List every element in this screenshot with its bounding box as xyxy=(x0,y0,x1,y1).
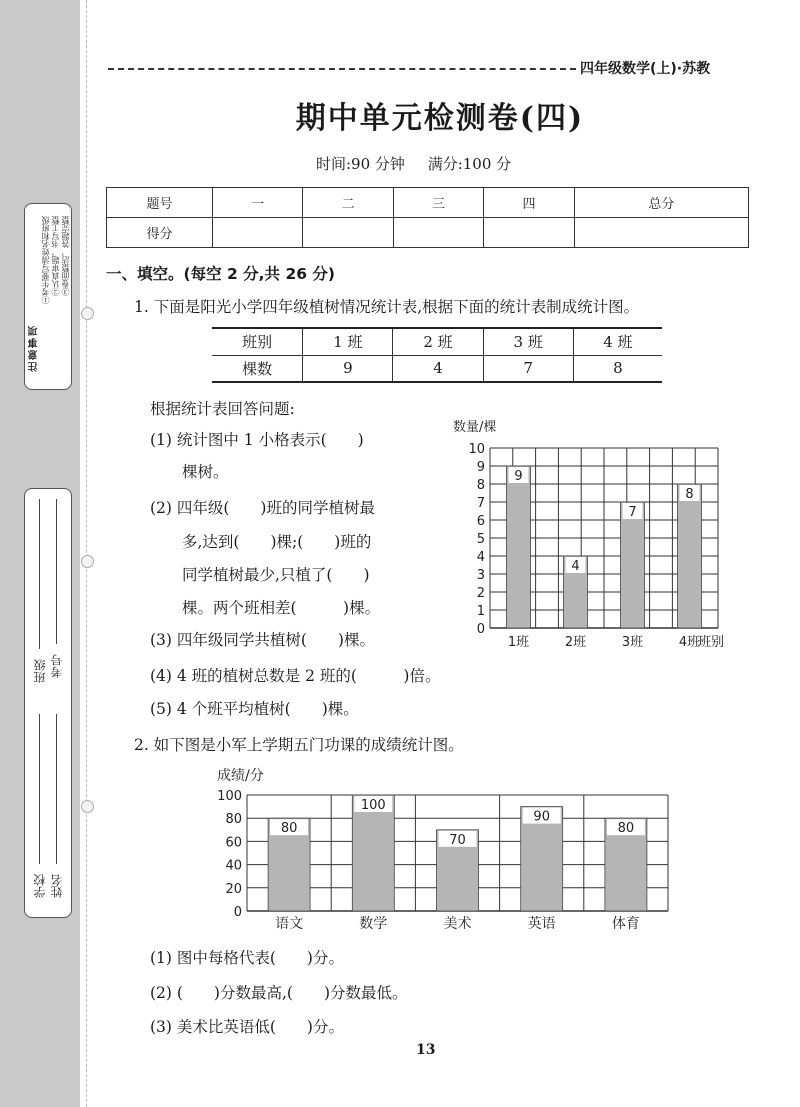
x-tick-label: 英语 xyxy=(527,916,556,932)
question-1-sub1b: 棵树。 xyxy=(182,463,229,481)
bar-value-label: 4 xyxy=(571,559,580,574)
punch-hole-icon xyxy=(81,800,94,813)
class-fill-line[interactable] xyxy=(39,499,40,649)
x-tick-label: 3班 xyxy=(621,635,644,650)
bar xyxy=(678,484,702,628)
notice-label: 注意事项 xyxy=(29,324,40,372)
y-tick-label: 5 xyxy=(476,532,485,547)
notice-line-1: ①考生要写清姓名和班级 xyxy=(41,216,50,304)
y-tick-label: 4 xyxy=(476,550,485,565)
score-input-cell[interactable] xyxy=(393,218,483,248)
score-header-cell: 三 xyxy=(393,188,483,218)
question-1-sub4: (4) 4 班的植树总数是 2 班的( )倍。 xyxy=(150,667,441,685)
y-tick-label: 0 xyxy=(233,905,242,920)
question-1-sub2d: 棵。两个班相差( )棵。 xyxy=(182,599,381,617)
data-header-cell: 班别 xyxy=(212,328,303,355)
class-label: 班级 xyxy=(33,659,47,683)
tree-planting-chart xyxy=(445,415,750,655)
score-input-cell[interactable] xyxy=(303,218,393,248)
school-fill-line[interactable] xyxy=(39,714,40,864)
score-header-cell: 题号 xyxy=(107,188,213,218)
punch-hole-icon xyxy=(81,555,94,568)
bar-value-label: 100 xyxy=(360,798,386,813)
bar-value-label: 9 xyxy=(514,469,523,484)
section-heading: 一、填空。(每空 2 分,共 26 分) xyxy=(106,265,335,283)
school-label: 学校 xyxy=(33,874,47,898)
tree-planting-table xyxy=(212,327,662,383)
name-fill-line[interactable] xyxy=(56,714,57,864)
bar-value-label: 70 xyxy=(449,832,466,848)
bar-value-label: 80 xyxy=(617,821,635,837)
data-value-cell: 棵数 xyxy=(242,359,273,378)
bar-value-label: 80 xyxy=(280,821,298,837)
y-tick-label: 80 xyxy=(225,812,242,828)
x-tick-label: 2班 xyxy=(564,635,587,650)
x-tick-label: 数学 xyxy=(359,916,388,932)
score-header-cell: 总分 xyxy=(574,188,748,218)
question-1-sub1a: (1) 统计图中 1 小格表示( ) xyxy=(150,431,364,449)
notice-box xyxy=(24,203,72,390)
number-fill-line[interactable] xyxy=(56,499,57,644)
question-2-stem: 2. 如下图是小军上学期五门功课的成绩统计图。 xyxy=(134,736,464,754)
y-tick-label: 9 xyxy=(476,460,485,475)
y-axis-label: 数量/棵 xyxy=(453,420,497,435)
y-tick-label: 3 xyxy=(476,568,485,583)
grades-chart xyxy=(205,762,695,937)
score-input-cell[interactable] xyxy=(213,218,303,248)
y-tick-label: 10 xyxy=(468,442,485,457)
score-row-label: 得分 xyxy=(107,218,213,248)
score-header-cell: 四 xyxy=(484,188,574,218)
data-value-cell: 9 xyxy=(303,355,393,382)
bar-value-label: 8 xyxy=(685,487,694,502)
bar xyxy=(507,466,531,628)
data-value-cell: 4 xyxy=(393,355,483,382)
page-title: 期中单元检测卷(四) xyxy=(295,101,585,136)
subject-tag: 四年级数学(上)·苏教 xyxy=(580,61,711,77)
data-header-cell: 1 班 xyxy=(303,328,393,355)
data-table-header-row xyxy=(212,328,662,355)
score-table xyxy=(106,187,749,248)
question-1-sub2c: 同学植树最少,只植了( ) xyxy=(182,566,370,584)
question-1-sub5: (5) 4 个班平均植树( )棵。 xyxy=(150,700,359,718)
bar xyxy=(621,502,645,628)
x-tick-label: 美术 xyxy=(443,916,472,932)
question-1-sub3: (3) 四年级同学共植树( )棵。 xyxy=(150,631,375,649)
exam-time: 时间:90 分钟 xyxy=(316,155,405,173)
y-tick-label: 2 xyxy=(476,586,485,601)
score-header-cell: 二 xyxy=(303,188,393,218)
y-tick-label: 20 xyxy=(225,881,242,897)
score-input-cell[interactable] xyxy=(484,218,574,248)
score-header-cell: 一 xyxy=(213,188,303,218)
question-1-lead: 根据统计表回答问题: xyxy=(150,400,295,418)
x-tick-label: 体育 xyxy=(611,916,640,932)
exam-full-score: 满分:100 分 xyxy=(427,155,512,173)
data-value-cell: 8 xyxy=(573,355,662,382)
y-tick-label: 100 xyxy=(217,789,242,804)
y-tick-label: 40 xyxy=(225,858,242,874)
x-tick-label: 4班 xyxy=(678,635,701,650)
binding-dashed-line xyxy=(86,0,87,1107)
notice-line-2: ②认真审题，书写工整 xyxy=(51,216,60,296)
student-info-box xyxy=(24,488,72,918)
x-tick-label: 1班 xyxy=(507,635,530,650)
x-tick-label: 语文 xyxy=(275,916,304,932)
exam-info xyxy=(316,153,529,174)
notice-line-3: ③卷面整洁，答题完整 xyxy=(61,216,70,296)
question-2-sub1: (1) 图中每格代表( )分。 xyxy=(150,949,344,967)
y-axis-label: 成绩/分 xyxy=(217,768,264,784)
data-header-cell: 4 班 xyxy=(573,328,662,355)
data-header-cell: 3 班 xyxy=(483,328,573,355)
y-tick-label: 60 xyxy=(225,835,242,851)
header-divider xyxy=(108,68,576,70)
number-label: 考号 xyxy=(50,654,64,678)
score-table-header-row xyxy=(107,188,749,218)
question-2-sub2: (2) ( )分数最高,( )分数最低。 xyxy=(150,984,408,1002)
page-number: 13 xyxy=(416,1042,436,1058)
question-1-stem: 1. 下面是阳光小学四年级植树情况统计表,根据下面的统计表制成统计图。 xyxy=(134,298,640,316)
name-label: 姓名 xyxy=(50,874,64,898)
y-tick-label: 0 xyxy=(476,622,485,637)
question-2-sub3: (3) 美术比英语低( )分。 xyxy=(150,1018,344,1036)
y-tick-label: 8 xyxy=(476,478,485,493)
y-tick-label: 6 xyxy=(476,514,485,529)
bar-value-label: 90 xyxy=(533,809,550,825)
x-axis-label: 班别 xyxy=(698,635,725,650)
score-input-cell[interactable] xyxy=(574,218,748,248)
data-table-value-row xyxy=(212,355,662,382)
bar-value-label: 7 xyxy=(628,505,637,520)
punch-hole-icon xyxy=(81,307,94,320)
data-header-cell: 2 班 xyxy=(393,328,483,355)
y-tick-label: 1 xyxy=(476,604,485,619)
question-1-sub2a: (2) 四年级( )班的同学植树最 xyxy=(150,499,375,517)
score-table-score-row xyxy=(107,218,749,248)
y-tick-label: 7 xyxy=(476,496,485,511)
data-value-cell: 7 xyxy=(483,355,573,382)
question-1-sub2b: 多,达到( )棵;( )班的 xyxy=(182,533,372,551)
